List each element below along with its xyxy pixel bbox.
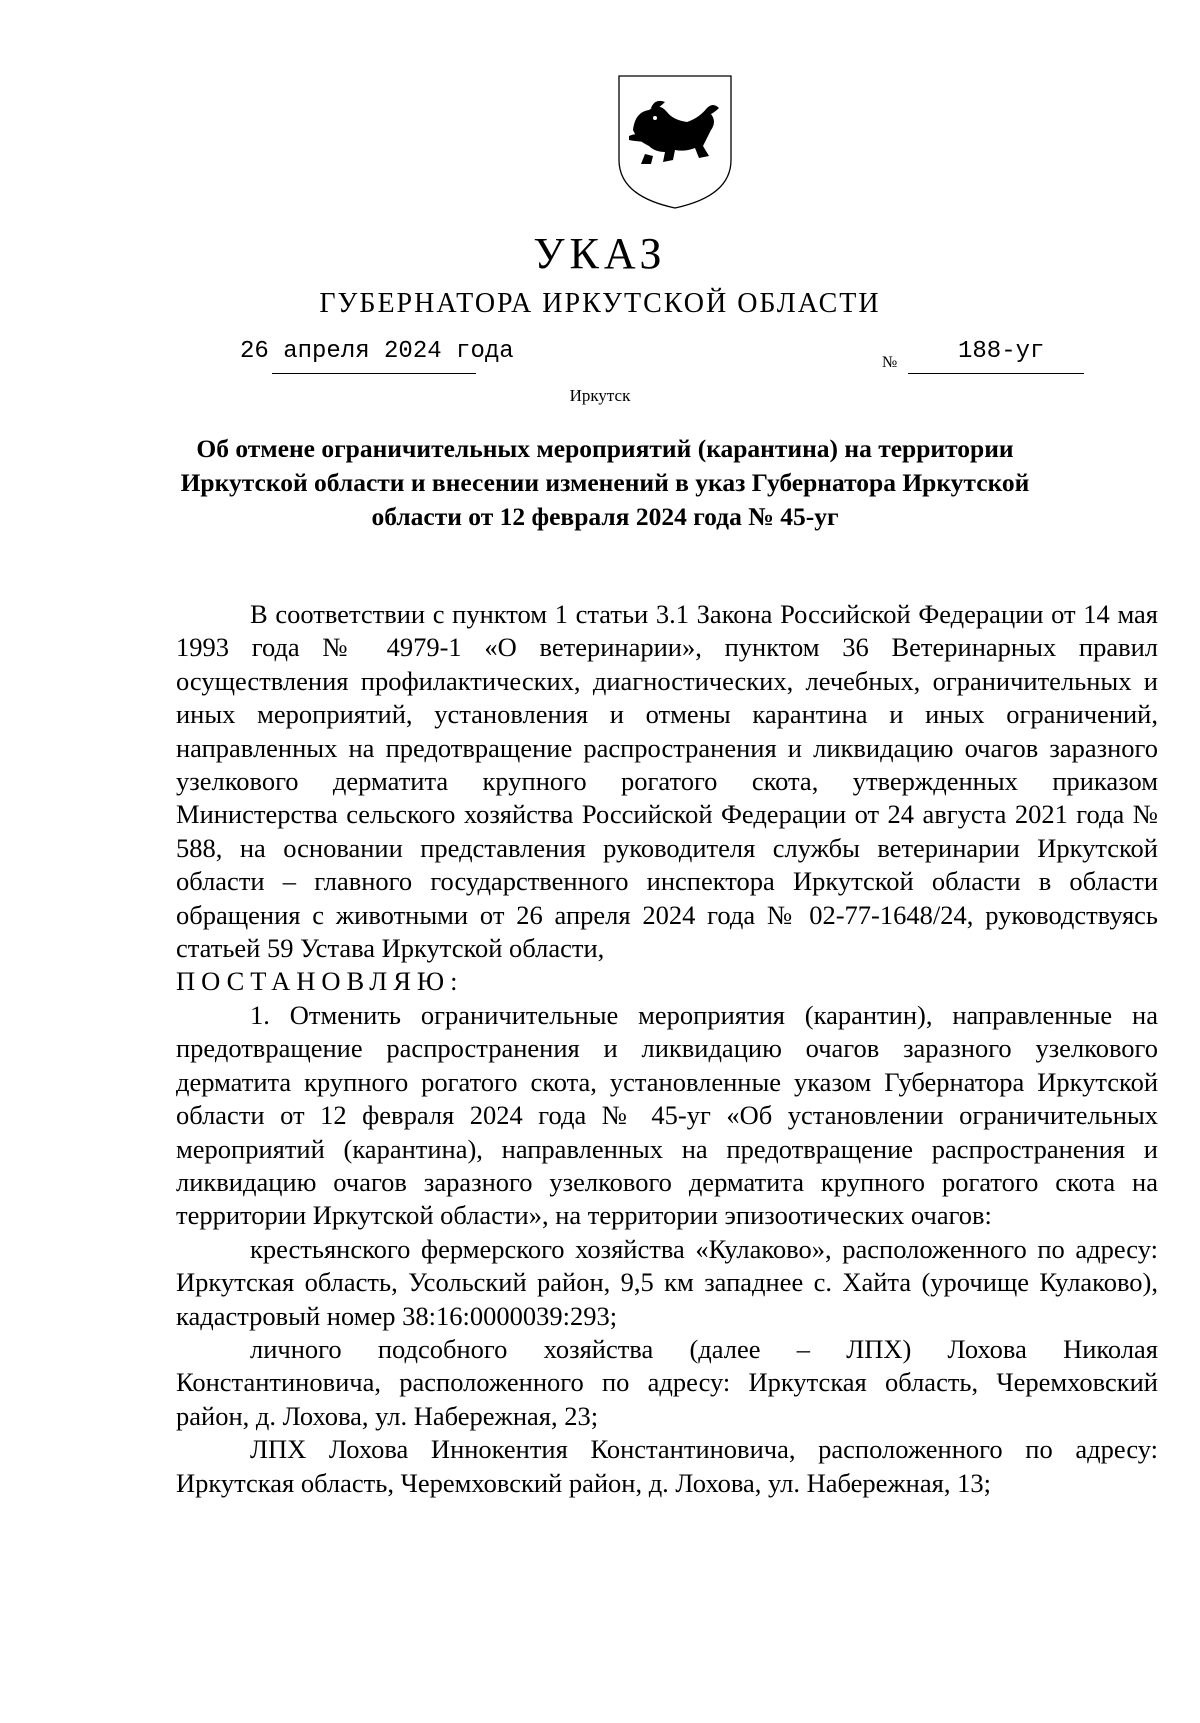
document-body [176,598,1158,1500]
item-1-paragraph: 1. Отменить ограничительные мероприятия (карантин), направленные на предотвращение распространения и ликвидацию очагов заразного узелкового дерматита крупного рогатого скота, установленные указом Губернатора Иркутской области от 12 февраля 2024 года № 45-уг «Об установлении ограничительных мероприятий (карантина), направленных на предотвращение распространения и ликвидацию очагов заразного узелкового дерматита крупного рогатого скота на территории Иркутской области», на территории эпизоотических очагов: [176,999,1158,1231]
farm-lokhov-nikolai-paragraph: личного подсобного хозяйства (далее – ЛПХ) Лохова Николая Константиновича, расположенного по адресу: Иркутская область, Черемховский район, д. Лохова, ул. Набережная, 23; [176,1333,1158,1431]
document-number: 188-уг [958,338,1045,365]
number-sign: № [882,354,898,371]
preamble-paragraph: В соответствии с пунктом 1 статьи 3.1 Закона Российской Федерации от 14 мая 1993 года № 4979-1 «О ветеринарии», пунктом 36 Ветеринарных правил осуществления профилактических, диагностических, лечебных, ограничительных и иных мероприятий, установления и отмены карантина и иных ограничений, направленных на предотвращение распространения и ликвидацию очагов заразного узелкового дерматита крупного рогатого скота, утвержденных приказом Министерства сельского хозяйства Российской Федерации от 24 августа 2021 года № 588, на основании представления руководителя службы ветеринарии Иркутской области – главного государственного инспектора Иркутской области в области обращения с животными от 26 апреля 2024 года № 02-77-1648/24, руководствуясь статьей 59 Устава Иркутской области, [176,599,1158,964]
issuer: ГУБЕРНАТОРА ИРКУТСКОЙ ОБЛАСТИ [319,288,881,319]
city: Иркутск [569,386,631,405]
number-underline [908,373,1084,374]
farm-lokhov-innokenty-paragraph: ЛПХ Лохова Иннокентия Константиновича, расположенного по адресу: Иркутская область, Черемховский район, д. Лохова, ул. Набережная, 13; [176,1434,1158,1498]
farm-kulakovo-paragraph: крестьянского фермерского хозяйства «Кулаково», расположенного по адресу: Иркутская область, Усольский район, 9,5 км западнее с. Хайта (урочище Кулаково), кадастровый номер 38:16:0000039:293; [176,1233,1158,1331]
document-heading: Об отмене ограничительных мероприятий (карантина) на территории Иркутской области и внесении изменений в указ Губернатора Иркутской области от 12 февраля 2024 года № 45-уг [180,434,1030,531]
date-underline [272,373,476,374]
document-date: 26 апреля 2024 года [240,338,514,365]
decree-word: ПОСТАНОВЛЯЮ: [176,966,464,997]
document-type: УКАЗ [533,229,667,278]
irkutsk-coat-of-arms-icon [615,72,735,212]
